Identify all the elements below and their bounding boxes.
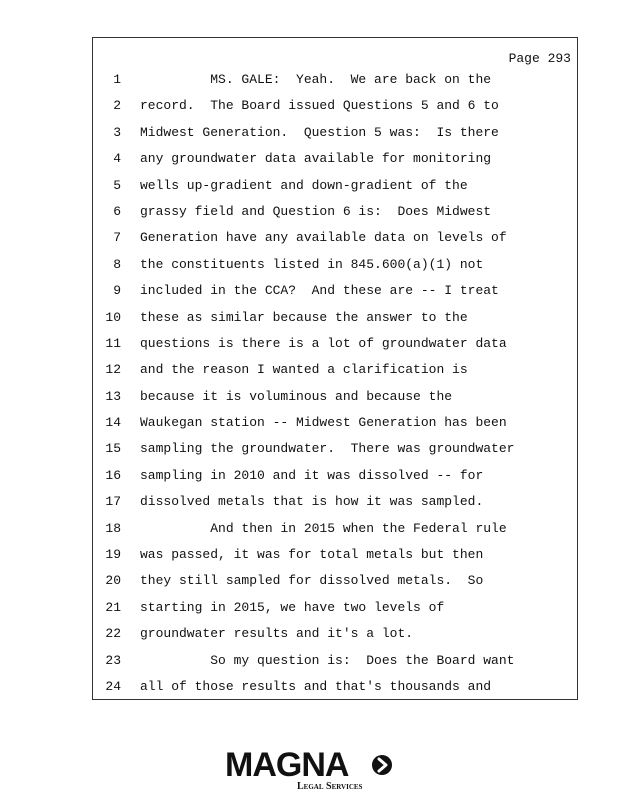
line-text: MS. GALE: Yeah. We are back on the — [140, 72, 492, 87]
line-number: 20 — [105, 573, 121, 589]
line-number: 24 — [105, 678, 121, 694]
line-number: 5 — [113, 177, 121, 193]
line-text: record. The Board issued Questions 5 and 6 to — [140, 98, 499, 114]
page-number: Page 293 — [508, 51, 571, 66]
line-number: 11 — [105, 335, 121, 351]
transcript-line — [93, 600, 577, 626]
line-number: 6 — [113, 203, 121, 219]
line-number: 7 — [113, 230, 121, 246]
line-text: Waukegan station -- Midwest Generation has been — [140, 415, 507, 431]
transcript-line — [93, 310, 577, 336]
line-number: 21 — [105, 599, 121, 615]
transcript-line — [93, 151, 577, 177]
logo-subtitle: Legal Services — [297, 781, 363, 792]
transcript-line — [93, 283, 577, 309]
line-text: all of those results and that's thousands and — [140, 678, 492, 694]
line-number: 13 — [105, 388, 121, 404]
line-text: the constituents listed in 845.600(a)(1) not — [140, 256, 484, 272]
transcript-line — [93, 679, 577, 705]
transcript-line — [93, 98, 577, 124]
line-text: was passed, it was for total metals but then — [140, 547, 484, 563]
line-text: questions is there is a lot of groundwater data — [140, 335, 507, 351]
line-text: sampling in 2010 and it was dissolved -- for — [140, 467, 484, 483]
line-text: And then in 2015 when the Federal rule — [140, 520, 507, 536]
chevron-right-icon — [371, 754, 393, 776]
logo-wordmark: MAGNA — [225, 746, 349, 784]
line-text: and the reason I wanted a clarification is — [140, 362, 468, 378]
line-text: because it is voluminous and because the — [140, 388, 453, 404]
transcript-line — [93, 230, 577, 256]
line-text: included in the CCA? And these are -- I treat — [140, 283, 499, 299]
line-number: 12 — [105, 362, 121, 378]
line-text: any groundwater data available for monitoring — [140, 151, 492, 167]
line-number: 3 — [113, 124, 121, 140]
line-text: wells up-gradient and down-gradient of the — [140, 177, 468, 193]
line-text: Generation have any available data on levels of — [140, 230, 507, 246]
transcript-page — [92, 37, 578, 700]
line-text: sampling the groundwater. There was groundwater — [140, 441, 515, 457]
transcript-lines — [93, 72, 577, 705]
line-number: 9 — [113, 283, 121, 299]
line-number: 8 — [113, 256, 121, 272]
line-number: 19 — [105, 547, 121, 563]
line-text: grassy field and Question 6 is: Does Midwest — [140, 203, 492, 219]
transcript-line — [93, 494, 577, 520]
line-number: 23 — [105, 652, 121, 668]
transcript-line — [93, 257, 577, 283]
line-text: Midwest Generation. Question 5 was: Is there — [140, 124, 499, 140]
line-text: they still sampled for dissolved metals. So — [140, 573, 484, 589]
line-number: 17 — [105, 494, 121, 510]
line-number: 10 — [105, 309, 121, 325]
line-text: dissolved metals that is how it was sampled. — [140, 494, 484, 510]
magna-logo — [225, 748, 395, 794]
line-number: 16 — [105, 467, 121, 483]
line-text: groundwater results and it's a lot. — [140, 626, 414, 642]
transcript-line — [93, 626, 577, 652]
line-number: 4 — [113, 151, 121, 167]
line-number: 1 — [113, 72, 121, 87]
transcript-line — [93, 362, 577, 388]
transcript-line — [93, 389, 577, 415]
transcript-line — [93, 178, 577, 204]
transcript-line — [93, 573, 577, 599]
line-number: 22 — [105, 626, 121, 642]
line-text: starting in 2015, we have two levels of — [140, 599, 445, 615]
transcript-line — [93, 441, 577, 467]
transcript-line — [93, 415, 577, 441]
line-number: 18 — [105, 520, 121, 536]
line-text: So my question is: Does the Board want — [140, 652, 515, 668]
transcript-line — [93, 468, 577, 494]
transcript-line — [93, 547, 577, 573]
transcript-line — [93, 72, 577, 98]
line-number: 14 — [105, 415, 121, 431]
transcript-line — [93, 336, 577, 362]
line-number: 15 — [105, 441, 121, 457]
line-number: 2 — [113, 98, 121, 114]
line-text: these as similar because the answer to the — [140, 309, 468, 325]
transcript-line — [93, 204, 577, 230]
transcript-line — [93, 521, 577, 547]
transcript-line — [93, 653, 577, 679]
transcript-line — [93, 125, 577, 151]
